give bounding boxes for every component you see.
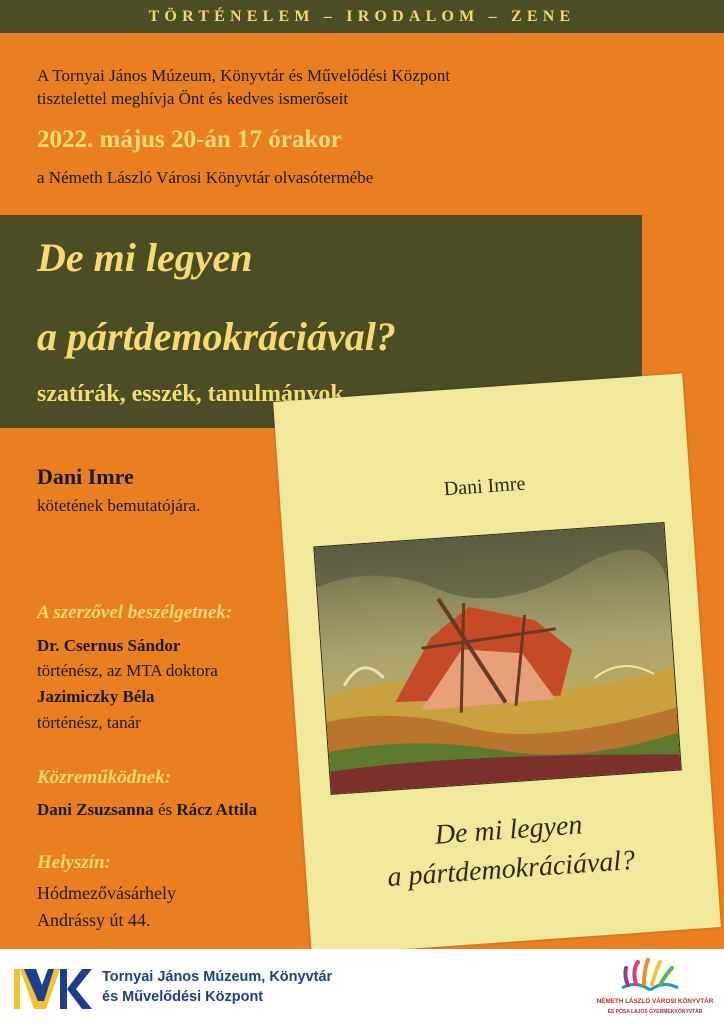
book-cover-title-line-2: a pártdemokráciával? [386, 844, 637, 894]
book-cover-title-line-1: De mi legyen [433, 809, 584, 851]
location-label: Helyszín: [37, 852, 111, 873]
location-city: Hódmezővásárhely [37, 883, 176, 903]
speaker-1-role: történész, az MTA doktora [37, 661, 218, 680]
invitation-line-1: A Tornyai János Múzeum, Könyvtár és Művelődési Központ [37, 66, 451, 85]
event-date: 2022. május 20-án 17 órakor [37, 126, 342, 153]
museum-name-line-1: Tornyai János Múzeum, Könyvtár [102, 969, 333, 985]
event-venue: a Németh László Városi Könyvtár olvasótermébe [37, 168, 374, 187]
perform-label: Közreműködnek: [37, 767, 172, 788]
performer-joiner: és [153, 800, 177, 819]
header-tagline: TÖRTÉNELEM – IRODALOM – ZENE [0, 0, 724, 33]
book-title-line-1: De mi legyen [37, 235, 253, 280]
performers [37, 800, 257, 820]
invitation-line-2: tisztelettel meghívja Önt és kedves ismerőseit [37, 89, 349, 108]
library-book-logo-icon [616, 958, 684, 998]
book-title-line-2: a pártdemokráciával? [37, 314, 396, 359]
cover-painting [313, 522, 682, 795]
invitation-text [37, 64, 687, 110]
speaker-1-name: Dr. Csernus Sándor [37, 636, 181, 655]
performer-1: Dani Zsuzsanna [37, 800, 154, 819]
location-address: Andrássy út 44. [37, 910, 151, 930]
talk-label: A szerzővel beszélgetnek: [37, 602, 233, 623]
book-subtitle: szatírák, esszék, tanulmányok [37, 381, 344, 407]
book-cover [273, 373, 721, 955]
speaker-2-role: történész, tanár [37, 713, 141, 732]
museum-name-line-2: és Művelődési Központ [102, 989, 264, 1005]
library-name-line-2: ÉS PÓSA LAJOS GYERMEKKÖNYVTÁR [607, 1009, 703, 1015]
author-caption: kötetének bemutatójára. [37, 496, 201, 515]
museum-logo-icon [14, 967, 92, 1011]
performer-2: Rácz Attila [176, 800, 258, 819]
book-cover-author: Dani Imre [443, 472, 527, 501]
library-name-line-1: NÉMETH LÁSZLÓ VÁROSI KÖNYVTÁR [596, 998, 714, 1005]
speaker-2-name: Jazimiczky Béla [37, 687, 155, 706]
author-name: Dani Imre [37, 464, 134, 489]
